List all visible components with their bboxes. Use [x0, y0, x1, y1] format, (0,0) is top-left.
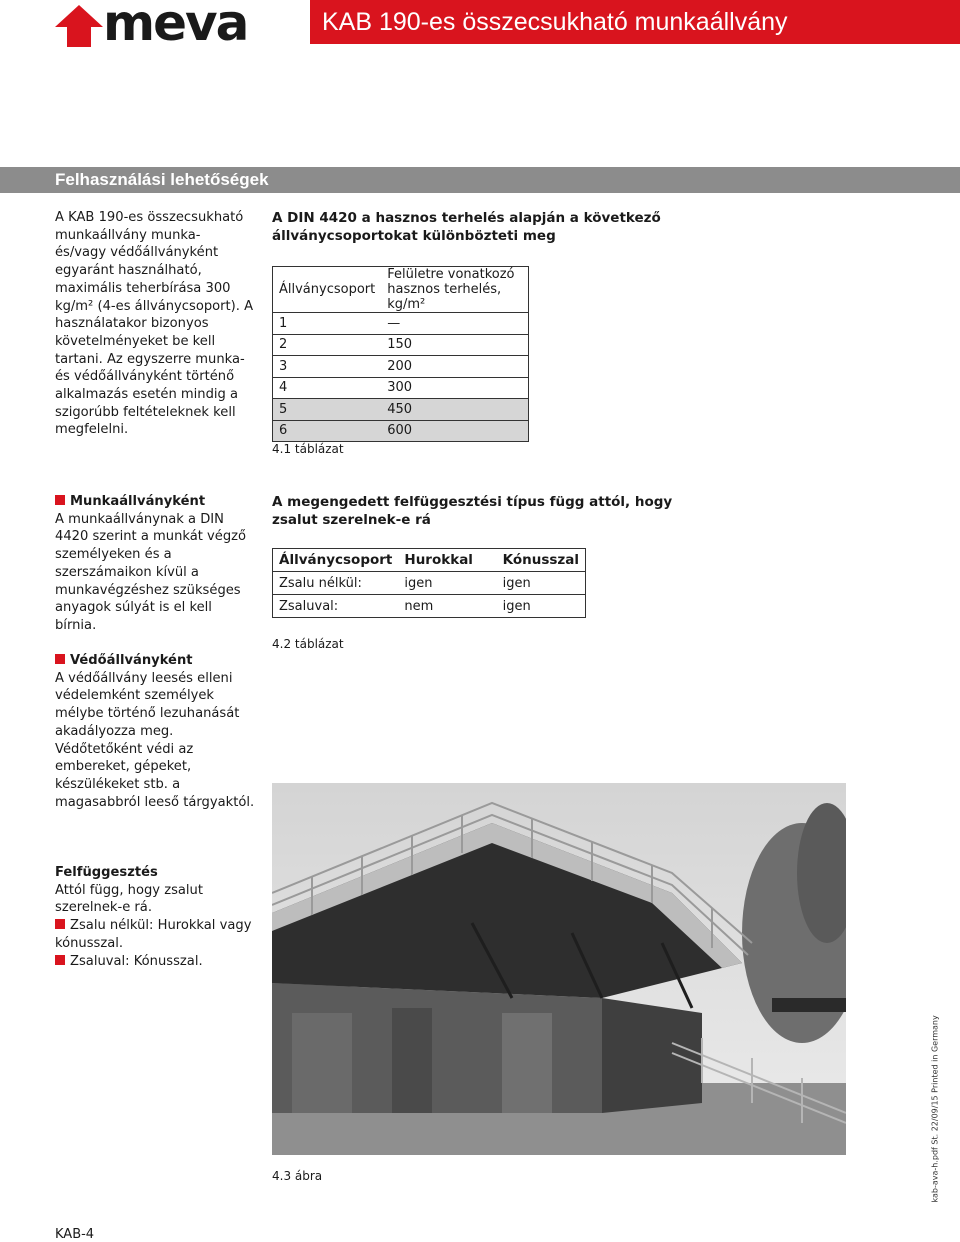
- table-cell: 6: [273, 420, 382, 442]
- table-cell: Zsalu nélkül:: [273, 572, 399, 595]
- table-header-cell: Állványcsoport: [279, 282, 376, 297]
- table-cell: igen: [497, 595, 586, 618]
- section-title: Felhasználási lehetőségek: [55, 170, 269, 189]
- table-row: [273, 595, 586, 618]
- table-row: [273, 399, 529, 421]
- suspension-section: [55, 864, 255, 970]
- construction-photo: [272, 783, 846, 1155]
- table-2-caption: 4.2 táblázat: [272, 637, 344, 651]
- table-row: [273, 334, 529, 356]
- red-square-icon: [55, 495, 65, 505]
- figure-caption: 4.3 ábra: [272, 1169, 323, 1183]
- table-cell: 2: [273, 334, 382, 356]
- table-1-caption: 4.1 táblázat: [272, 442, 344, 456]
- title-bar: [310, 0, 960, 44]
- table-cell: 5: [273, 399, 382, 421]
- table-cell: 3: [273, 356, 382, 378]
- table-cell: nem: [398, 595, 496, 618]
- section-bar: [0, 167, 960, 193]
- table-row: [273, 420, 529, 442]
- table-suspension: [272, 548, 586, 618]
- side-note-text: kab-ava-h.pdf St. 22/09/15 Printed in Germany: [930, 1015, 940, 1203]
- table-cell: igen: [497, 572, 586, 595]
- table-cell: 600: [381, 420, 528, 442]
- intro-paragraph: [55, 209, 255, 439]
- protect-text: A védőállvány leesés elleni védelemként személyek mélybe történő lezuhanását akadályozza meg. Védőtetőként védi az embereket, gépeket, készülékeket stb. a magasabbról leeső tárgyaktól.: [55, 670, 255, 810]
- red-square-icon: [55, 955, 65, 965]
- work-text: A munkaállványnak a DIN 4420 szerint a munkát végző személyeken és a szerszámaikon kívül a munkavégzéshez szükséges anyagok súlyát is el kell bírnia.: [55, 511, 247, 633]
- table-cell: 200: [381, 356, 528, 378]
- table-header-cell: Állványcsoport: [279, 552, 393, 568]
- table-cell: 1: [273, 313, 382, 335]
- table-header-row: [273, 267, 529, 313]
- table-cell: 4: [273, 377, 382, 399]
- suspension-heading: Felfüggesztés: [55, 865, 158, 880]
- suspension-text: Attól függ, hogy zsalut szerelnek-e rá.: [55, 882, 203, 916]
- suspension-item-2: Zsaluval: Kónusszal.: [70, 953, 203, 969]
- intro-text: A KAB 190-es összecsukható munkaállvány munka- és/vagy védőállványként egyaránt használható, maximális teherbírása 300 kg/m² (4-es állványcsoport). A használatakor bizonyos követelményeket be kell tartani. Az egyszerre munka- és védőállványként történő alkalmazás esetén mindig a szigorúbb feltételeknek kell megfelelni.: [55, 210, 254, 438]
- red-square-icon: [55, 654, 65, 664]
- page-number: KAB-4: [55, 1227, 95, 1242]
- protect-scaffold-section: [55, 652, 255, 811]
- logo-arrow-icon: [55, 5, 103, 47]
- page-title: KAB 190-es összecsukható munkaállvány: [322, 8, 788, 36]
- side-note: [917, 1015, 940, 1210]
- heading-table-1: A DIN 4420 a hasznos terhelés alapján a következő állványcsoportokat különbözteti meg: [272, 210, 661, 244]
- table-header-cell: Hurokkal: [404, 552, 473, 568]
- work-heading: Munkaállványként: [70, 494, 206, 509]
- table-header-row: [273, 549, 586, 572]
- table-header-cell: Kónusszal: [502, 552, 579, 568]
- table-cell: —: [381, 313, 528, 335]
- table-cell: 150: [381, 334, 528, 356]
- table-row: [273, 377, 529, 399]
- red-square-icon: [55, 919, 65, 929]
- table-load-groups: [272, 266, 529, 442]
- table-cell: Zsaluval:: [273, 595, 399, 618]
- table-cell: 450: [381, 399, 528, 421]
- table-row: [273, 356, 529, 378]
- suspension-item-1: Zsalu nélkül: Hurokkal vagy kónusszal.: [55, 918, 252, 951]
- table-header-cell: Felületre vonatkozó hasznos terhelés, kg/m²: [387, 267, 515, 312]
- logo-text: meva: [103, 0, 248, 52]
- table-row: [273, 572, 586, 595]
- table-cell: igen: [398, 572, 496, 595]
- work-scaffold-section: [55, 493, 255, 635]
- protect-heading: Védőállványként: [70, 653, 193, 668]
- heading-table-2: A megengedett felfüggesztési típus függ attól, hogy zsalut szerelnek-e rá: [272, 494, 673, 528]
- table-cell: 300: [381, 377, 528, 399]
- table-row: [273, 313, 529, 335]
- meva-logo: [55, 0, 270, 52]
